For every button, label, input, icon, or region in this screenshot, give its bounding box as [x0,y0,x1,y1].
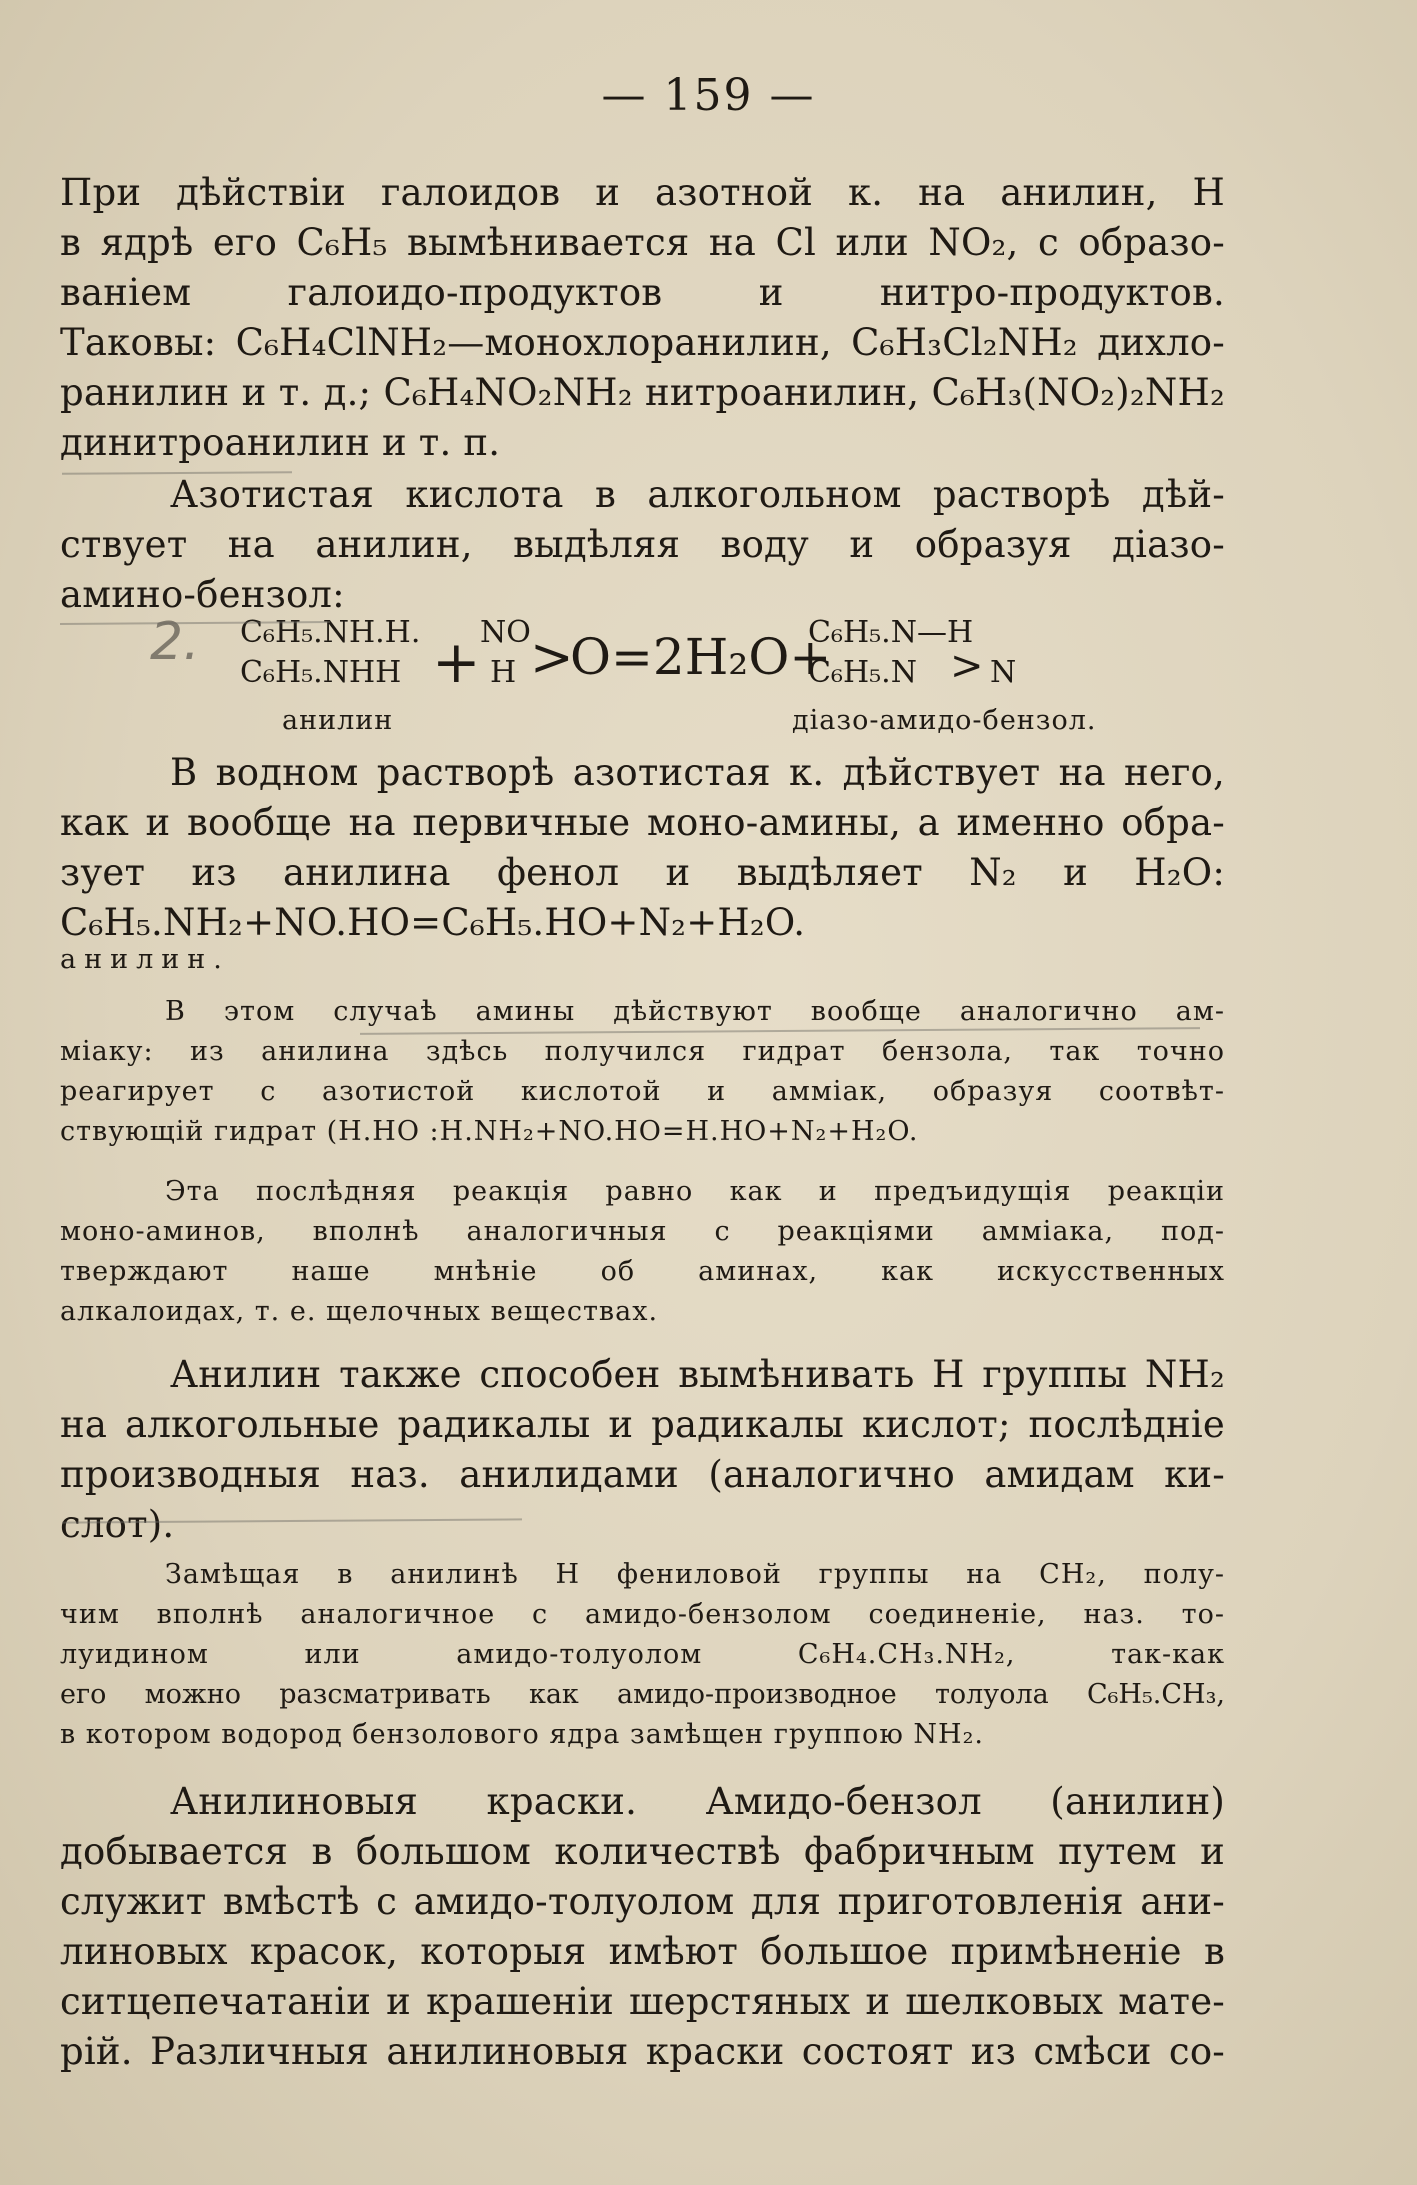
equation-label-aniline: анилин [282,705,394,736]
equation-no-top: NO [480,615,531,650]
text-line: его можно разсматривать как амидо-производное толуола C₆H₅.CH₃, [60,1679,1225,1710]
equation-gt: > [950,643,984,689]
text-line: как и вообще на первичные моно-амины, а именно обра- [60,801,1225,844]
text-line: Таковы: C₆H₄ClNH₂—монохлоранилин, C₆H₃Cl₂NH₂ дихло- [60,321,1225,364]
text-line: зует из анилина фенол и выдѣляет N₂ и H₂O: [60,851,1225,894]
paragraph-nitrous-acid-alcohol [60,470,1225,620]
note-last-reaction [60,1172,1225,1332]
text-line: производныя наз. анилидами (аналогично амидам ки- [60,1453,1225,1496]
text-line: амино-бензол: [60,573,345,616]
text-line: моно-аминов, вполнѣ аналогичныя с реакціями аммiака, под- [60,1216,1225,1247]
equation-left-top: C₆H₅.NH.H. [240,615,421,650]
text-line: C₆H₅.NH₂+NO.HO=C₆H₅.HO+N₂+H₂O. [60,901,806,944]
text-line: В водном растворѣ азотистая к. дѣйствует на него, [170,751,1225,794]
text-line: луидином или амидо-толуолом C₆H₄.CH₃.NH₂, так-как [60,1639,1225,1670]
text-line: анилин. [60,944,230,975]
equation-plus: + [432,628,481,696]
equation-middle: O=2H₂O+ [570,628,832,686]
text-line: міаку: из анилина здѣсь получился гидрат бензола, так точно [60,1036,1225,1067]
equation-gt: > [530,628,574,688]
page-number: — 159 — [601,70,816,121]
text-line: ваніем галоидо-продуктов и нитро-продуктов. [60,271,1225,314]
aniline-label [60,940,1225,980]
text-line: в котором водород бензолового ядра замѣщен группою NH₂. [60,1719,984,1750]
handwritten-mark: 2. [150,612,200,672]
text-line: тверждают наше мнѣніе об аминах, как искусственных [60,1256,1225,1287]
text-line: ситцепечатаніи и крашеніи шерстяных и шелковых мате- [60,1980,1225,2023]
paragraph-halogen-nitro [60,168,1225,468]
text-line: При дѣйствіи галоидов и азотной к. на анилин, Н [60,171,1225,214]
text-line: слот). [60,1503,175,1546]
text-line: Эта послѣдняя реакція равно как и предъидущія реакціи [165,1176,1225,1207]
text-line: добывается в большом количествѣ фабричным путем и [60,1830,1225,1873]
text-line: ствующій гидрат (Н.НО :H.NH₂+NO.HO=H.HO+N₂+H₂O. [60,1116,919,1147]
paragraph-aniline-dyes [60,1777,1225,2077]
text-line: рій. Различныя анилиновыя краски состоят из смѣси со- [60,2030,1225,2073]
text-line: Анилин также способен вымѣнивать Н группы NH₂ [170,1353,1225,1396]
note-toluidine [60,1555,1225,1755]
text-line: на алкогольные радикалы и радикалы кислот; послѣдніе [60,1403,1225,1446]
text-line: в ядрѣ его C₆H₅ вымѣнивается на Cl или NO₂, с образо- [60,221,1225,264]
note-amines-ammonia [60,992,1225,1152]
text-line: алкалоидах, т. е. щелочных веществах. [60,1296,659,1327]
text-line: динитроанилин и т. п. [60,421,501,464]
text-line: Азотистая кислота в алкогольном растворѣ дѣй- [170,473,1225,516]
text-line: линовых красок, которыя имѣют большое примѣненіе в [60,1930,1225,1973]
equation-right-bottom: C₆H₅.N [808,655,917,690]
text-line: Замѣщая в анилинѣ Н фениловой группы на CH₂, полу- [165,1559,1225,1590]
equation-right-n: N [990,655,1017,690]
equation-left-bottom: C₆H₅.NHH [240,655,402,690]
text-line: ранилин и т. д.; C₆H₄NO₂NH₂ нитроанилин, C₆H₃(NO₂)₂NH₂ [60,371,1225,414]
text-line: чим вполнѣ аналогичное с амидо-бензолом соединеніе, наз. то- [60,1599,1225,1630]
text-line: ствует на анилин, выдѣляя воду и образуя діазо- [60,523,1225,566]
text-line: служит вмѣстѣ с амидо-толуолом для приготовленія ани- [60,1880,1225,1923]
equation-right-top: C₆H₅.N—H [808,615,974,650]
equation-label-diazo: діазо-амидо-бензол. [792,705,1097,736]
equation-no-bottom: H [490,655,517,690]
text-line: реагирует с азотистой кислотой и аммiак, образуя соотвѣт- [60,1076,1225,1107]
text-line: Анилиновыя краски. Амидо-бензол (анилин) [170,1780,1225,1823]
text-line: В этом случаѣ амины дѣйствуют вообще аналогично ам- [165,996,1225,1027]
paragraph-aqueous-solution [60,748,1225,948]
